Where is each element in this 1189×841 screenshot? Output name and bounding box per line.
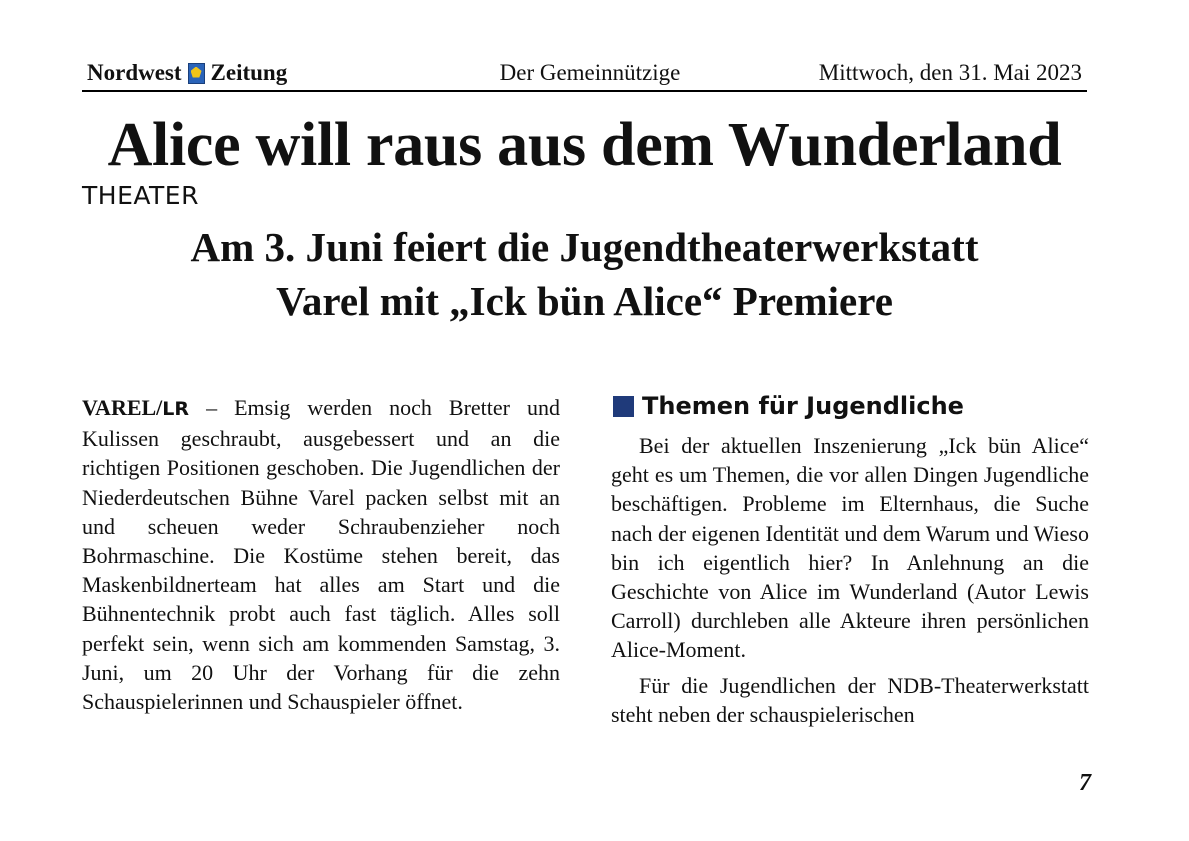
- section-name: Der Gemeinnützige: [499, 60, 681, 85]
- headline: Alice will raus aus dem Wunderland: [107, 111, 1062, 179]
- subheadline-line-1: Am 3. Juni feiert die Jugendtheaterwerkstatt: [190, 224, 979, 270]
- brand-left: Nordwest: [87, 60, 182, 85]
- lead-body: – Emsig werden noch Bretter und Kulissen geschraubt, ausgebessert und an die richtigen Positionen geschoben. Die Jugendlichen der Niederdeutschen Bühne Varel packen selbst mit an und scheuen weder Schraubenzieher noch Bohrmaschine. Die Kostüme stehen bereit, das Maskenbildnerteam hat alles am Start und die Bühnentechnik probt auch fast täglich. Alles soll perfekt sein, wenn sich am kommenden Samstag, 3. Juni, um 20 Uhr der Vorhang für die zehn Schauspielerinnen und Schauspieler öffnet.: [82, 395, 560, 715]
- subheadline-line-2: Varel mit „Ick bün Alice“ Premiere: [276, 278, 893, 324]
- paragraph: Für die Jugendlichen der NDB-Theaterwerkstatt steht neben der schauspielerischen: [611, 672, 1089, 727]
- section-square-icon: [613, 396, 634, 417]
- right-column: [611, 431, 1089, 729]
- right-subheading: [613, 392, 964, 420]
- left-column: [82, 393, 560, 716]
- paragraph: Bei der aktuellen Inszenierung „Ick bün Alice“ geht es um Themen, die vor allen Dingen Jugendliche beschäftigen. Probleme im Elternhaus, die Suche nach der eigenen Identität und dem Warum und Wieso bin ich eigentlich hier? In Anlehnung an die Geschichte von Alice im Wunderland (Autor Lewis Carroll) durchleben alle Akteure ihren persönlichen Alice-Moment.: [611, 433, 1089, 663]
- lead-paragraph: [82, 393, 560, 716]
- page-number: 7: [1079, 770, 1091, 796]
- issue-date: Mittwoch, den 31. Mai 2023: [818, 60, 1082, 85]
- dateline-agency: LR: [162, 398, 190, 420]
- brand-logo: [87, 60, 287, 86]
- coat-of-arms-icon: [188, 63, 205, 84]
- masthead: [82, 58, 1087, 92]
- subheadline: [82, 220, 1087, 328]
- brand-right: Zeitung: [210, 60, 288, 85]
- subheading-text: Themen für Jugendliche: [642, 392, 964, 420]
- dateline-place: VAREL/: [82, 395, 163, 420]
- kicker: THEATER: [82, 181, 199, 210]
